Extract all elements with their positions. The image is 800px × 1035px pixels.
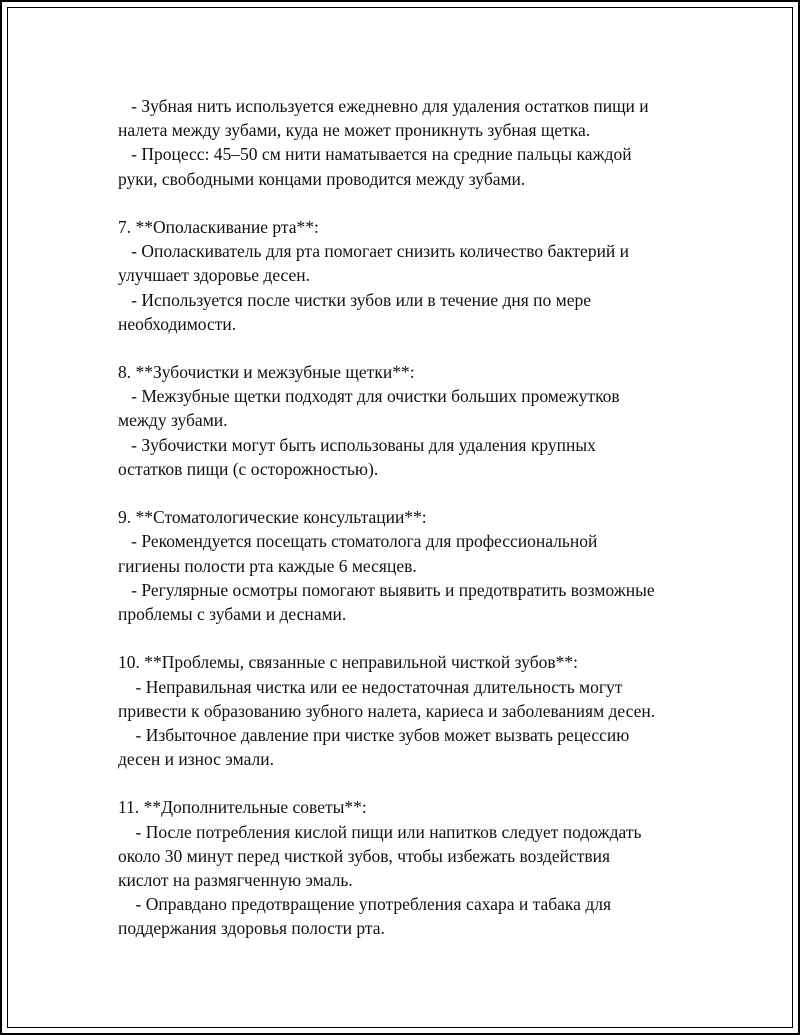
paragraph-gap	[118, 626, 718, 650]
text-line: - Рекомендуется посещать стоматолога для профессиональной	[118, 531, 598, 552]
text-line: привести к образованию зубного налета, кариеса и заболеваниям десен.	[118, 700, 656, 721]
text-line: - Зубочистки могут быть использованы для удаления крупных	[118, 434, 596, 455]
text-line: около 30 минут перед чисткой зубов, чтобы избежать воздействия	[118, 845, 611, 866]
text-line: - Процесс: 45–50 см нити наматывается на средние пальцы каждой	[118, 144, 632, 165]
section-heading: 8. **Зубочистки и межзубные щетки**:	[118, 362, 415, 383]
text-line: проблемы с зубами и деснами.	[118, 603, 347, 624]
section-heading: 9. **Стоматологические консультации**:	[118, 507, 427, 528]
document-body	[118, 94, 718, 941]
text-line: - После потребления кислой пищи или напитков следует подождать	[118, 821, 642, 842]
text-line: - Зубная нить используется ежедневно для удаления остатков пищи и	[118, 96, 649, 116]
text-line: необходимости.	[118, 313, 237, 334]
paragraph-gap	[118, 191, 718, 215]
text-line: между зубами.	[118, 410, 228, 431]
section-heading: 7. **Ополаскивание рта**:	[118, 216, 319, 237]
text-line: остатков пищи (с осторожностью).	[118, 458, 379, 479]
text-line: - Регулярные осмотры помогают выявить и предотвратить возможные	[118, 579, 655, 600]
text-line: - Неправильная чистка или ее недостаточная длительность могут	[118, 676, 623, 697]
text-line: улучшает здоровье десен.	[118, 265, 311, 286]
text-line: - Межзубные щетки подходят для очистки больших промежутков	[118, 386, 620, 407]
paragraph-gap	[118, 771, 718, 795]
section-heading: 10. **Проблемы, связанные с неправильной чисткой зубов**:	[118, 652, 578, 673]
text-line: налета между зубами, куда не может проникнуть зубная щетка.	[118, 120, 591, 141]
text-line: руки, свободными концами проводится между зубами.	[118, 168, 526, 189]
text-line: - Используется после чистки зубов или в течение дня по мере	[118, 289, 592, 310]
text-line: гигиены полости рта каждые 6 месяцев.	[118, 555, 417, 576]
text-line: десен и износ эмали.	[118, 749, 275, 770]
paragraph-gap	[118, 336, 718, 360]
text-line: - Оправдано предотвращение употребления сахара и табака для	[118, 894, 611, 915]
paragraph-gap	[118, 481, 718, 505]
text-line: поддержания здоровья полости рта.	[118, 918, 385, 939]
text-line: - Ополаскиватель для рта помогает снизить количество бактерий и	[118, 241, 630, 262]
section-heading: 11. **Дополнительные советы**:	[118, 797, 367, 818]
text-line: кислот на размягченную эмаль.	[118, 870, 353, 890]
text-line: - Избыточное давление при чистке зубов может вызвать рецессию	[118, 724, 630, 745]
